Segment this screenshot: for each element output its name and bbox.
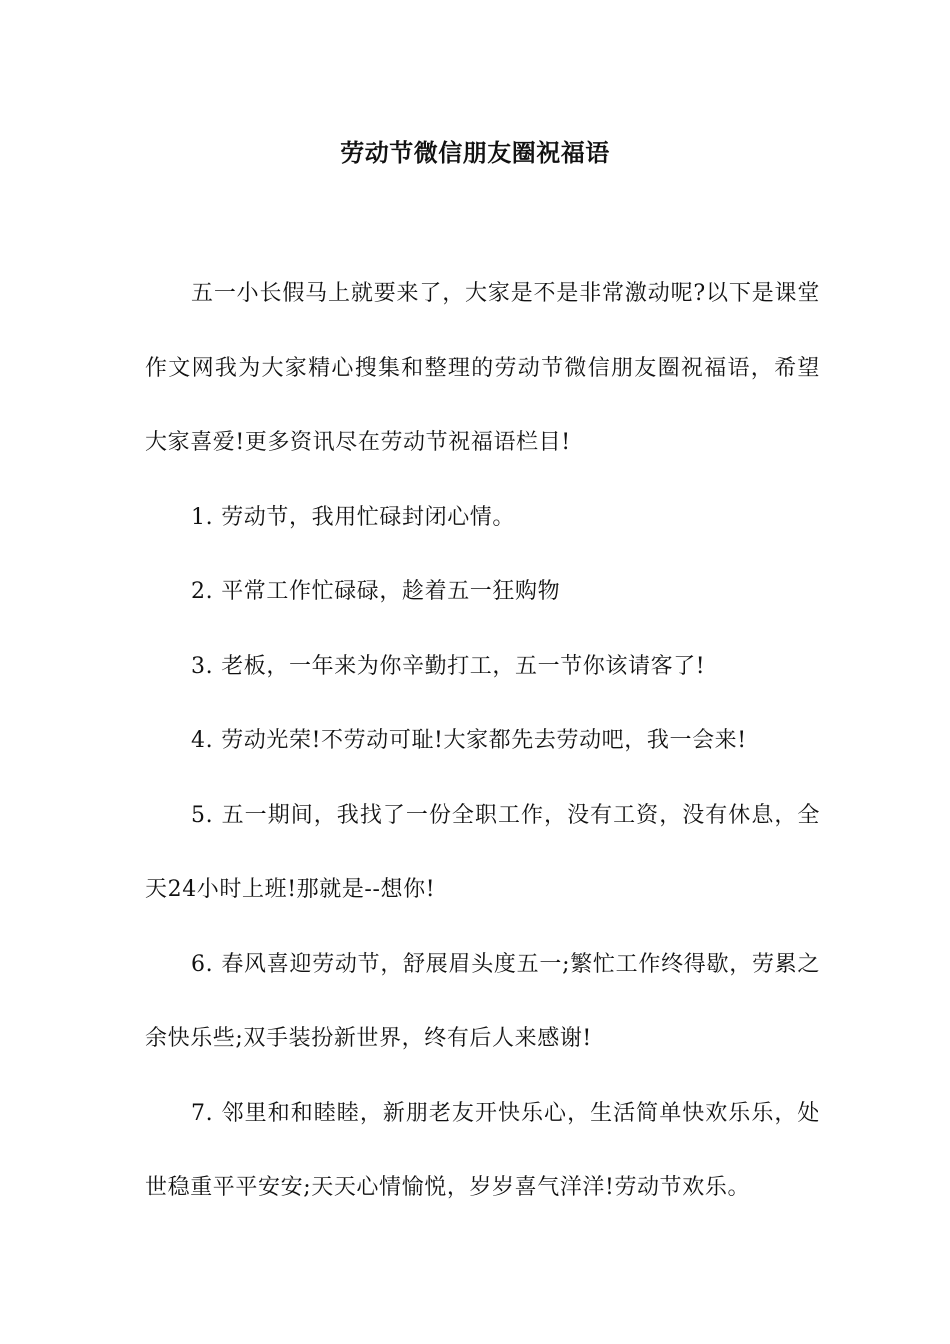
item-number: 5. bbox=[191, 802, 214, 828]
list-item bbox=[145, 555, 820, 630]
item-number: 4. bbox=[191, 728, 214, 753]
list-item bbox=[145, 928, 820, 1077]
list-item bbox=[145, 1077, 820, 1226]
list-item bbox=[145, 481, 820, 556]
document-title: 劳动节微信朋友圈祝福语 bbox=[340, 139, 610, 167]
item-number: 7. bbox=[191, 1100, 214, 1126]
item-text: 老板，一年来为你辛勤打工，五一节你该请客了! bbox=[221, 653, 706, 679]
list-item bbox=[145, 704, 820, 779]
list-item bbox=[145, 779, 820, 928]
item-number: 3. bbox=[191, 653, 214, 679]
item-text: 劳动光荣!不劳动可耻!大家都先去劳动吧，我一会来! bbox=[221, 728, 747, 753]
item-text: 平常工作忙碌碌，趁着五一狂购物 bbox=[221, 579, 561, 604]
item-number: 1. bbox=[191, 504, 214, 530]
item-text: 五一期间，我找了一份全职工作，没有工资，没有休息，全天24小时上班!那就是--想你! bbox=[145, 802, 820, 902]
item-number: 6. bbox=[191, 951, 214, 977]
intro-paragraph: 五一小长假马上就要来了，大家是不是非常激动呢?以下是课堂作文网我为大家精心搜集和整理的劳动节微信朋友圈祝福语，希望大家喜爱!更多资讯尽在劳动节祝福语栏目! bbox=[145, 281, 820, 455]
document-body bbox=[145, 257, 820, 1226]
item-text: 劳动节，我用忙碌封闭心情。 bbox=[221, 504, 516, 530]
list-item bbox=[145, 630, 820, 705]
item-text: 邻里和和睦睦，新朋老友开快乐心，生活简单快欢乐乐，处世稳重平平安安;天天心情愉悦，岁岁喜气洋洋!劳动节欢乐。 bbox=[145, 1100, 820, 1200]
item-number: 2. bbox=[191, 579, 214, 604]
item-text: 春风喜迎劳动节，舒展眉头度五一;繁忙工作终得歇，劳累之余快乐些;双手装扮新世界，终有后人来感谢! bbox=[145, 951, 820, 1051]
